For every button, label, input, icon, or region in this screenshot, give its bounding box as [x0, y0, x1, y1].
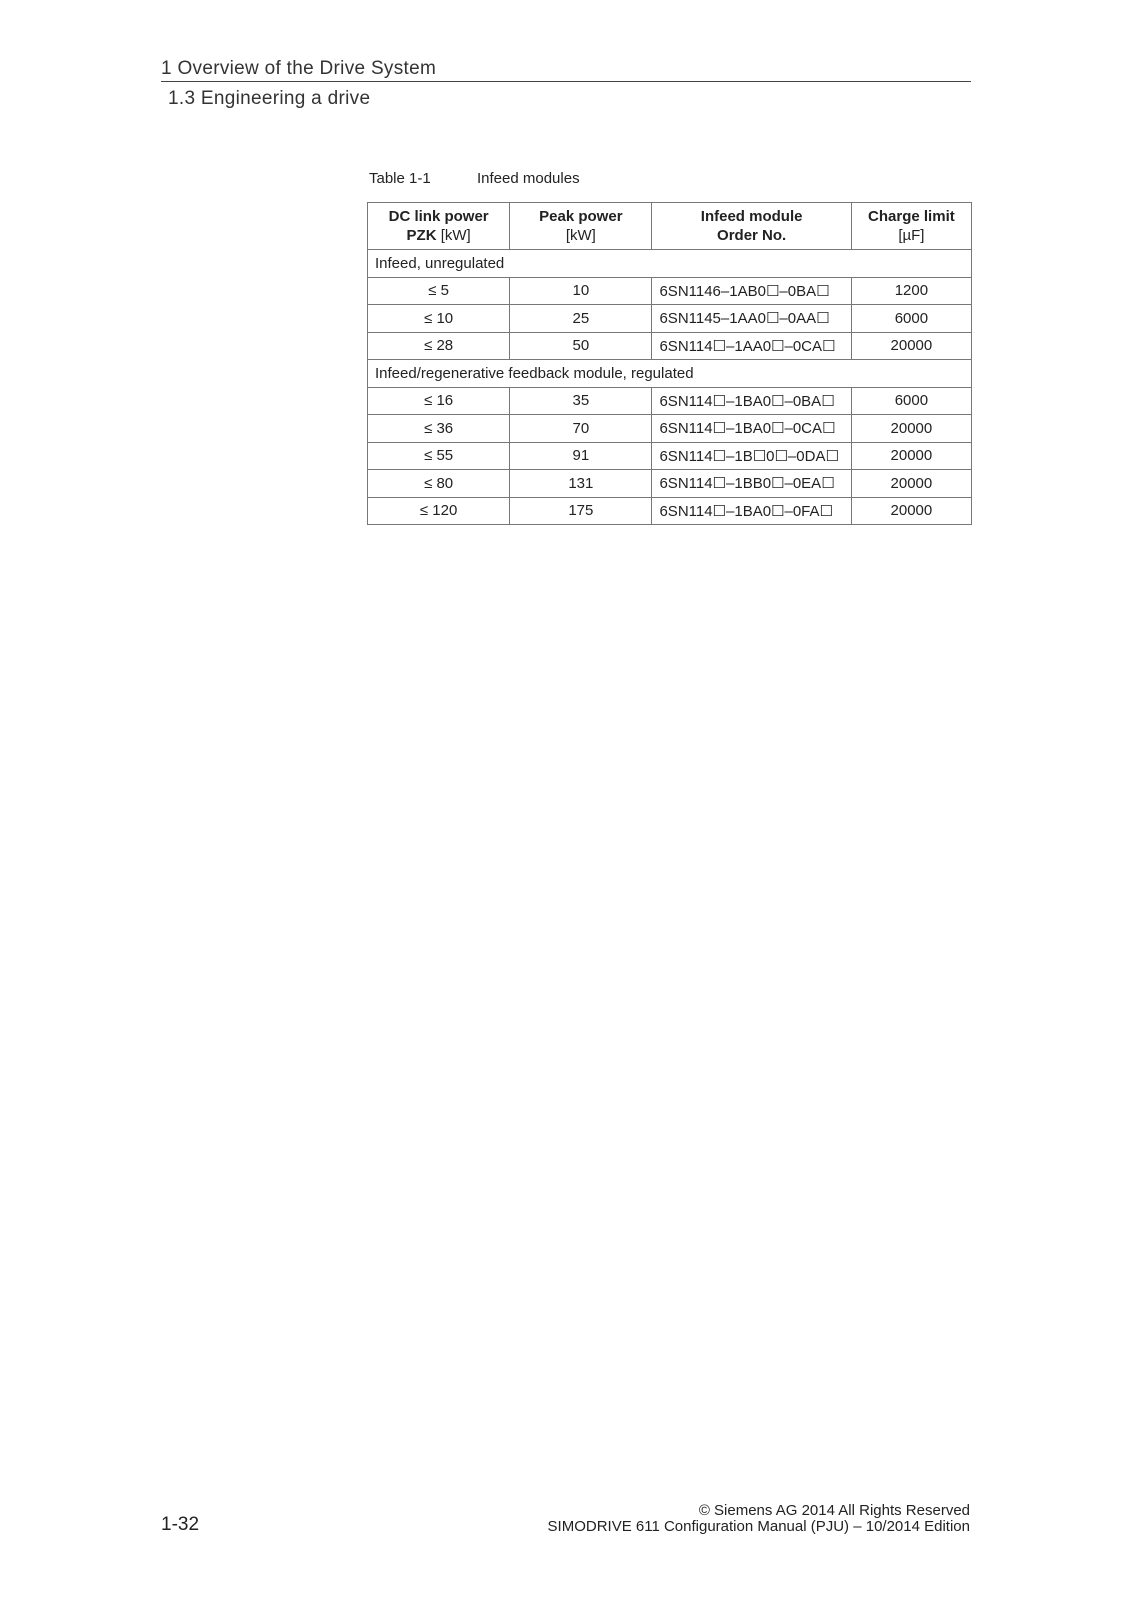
header-peak-power: [510, 203, 652, 250]
cell-dc-power: ≤ 16: [368, 387, 510, 415]
header-module-order: Order No.: [717, 227, 787, 244]
header-peak-line1: Peak power: [539, 208, 623, 225]
header-charge-line1: Charge limit: [868, 208, 955, 225]
cell-peak-power: 175: [510, 497, 652, 525]
table-row: [368, 387, 972, 415]
cell-charge-limit: 20000: [851, 442, 971, 470]
header-infeed-module: [652, 203, 851, 250]
group-label: Infeed/regenerative feedback module, regulated: [368, 360, 972, 388]
cell-charge-limit: 6000: [851, 387, 971, 415]
table-caption: [369, 170, 580, 187]
table-caption-label: Table 1-1: [369, 170, 431, 187]
cell-charge-limit: 20000: [851, 332, 971, 360]
table-row: [368, 497, 972, 525]
cell-peak-power: 70: [510, 415, 652, 443]
table-row: [368, 305, 972, 333]
cell-order-no: 6SN114☐–1BA0☐–0FA☐: [652, 497, 851, 525]
cell-dc-power: ≤ 5: [368, 277, 510, 305]
table-caption-title: Infeed modules: [477, 170, 580, 187]
cell-order-no: 6SN114☐–1B☐0☐–0DA☐: [652, 442, 851, 470]
cell-dc-power: ≤ 36: [368, 415, 510, 443]
cell-charge-limit: 6000: [851, 305, 971, 333]
header-peak-unit: [kW]: [565, 227, 596, 244]
page-number: 1-32: [161, 1514, 200, 1535]
cell-order-no: 6SN114☐–1BB0☐–0EA☐: [652, 470, 851, 498]
cell-peak-power: 10: [510, 277, 652, 305]
table-header-row: [368, 203, 972, 250]
cell-order-no: 6SN1145–1AA0☐–0AA☐: [652, 305, 851, 333]
group-label: Infeed, unregulated: [368, 250, 972, 278]
manual-title: SIMODRIVE 611 Configuration Manual (PJU) – 10/2014 Edition: [547, 1518, 970, 1535]
cell-peak-power: 25: [510, 305, 652, 333]
infeed-modules-table: [367, 202, 972, 525]
cell-order-no: 6SN114☐–1BA0☐–0BA☐: [652, 387, 851, 415]
header-dc-line1: DC link power: [388, 208, 489, 225]
table-row: [368, 470, 972, 498]
table-row: [368, 415, 972, 443]
cell-dc-power: ≤ 10: [368, 305, 510, 333]
cell-dc-power: ≤ 28: [368, 332, 510, 360]
table-row: [368, 442, 972, 470]
header-dc-unit: [kW]: [436, 227, 471, 244]
cell-order-no: 6SN1146–1AB0☐–0BA☐: [652, 277, 851, 305]
header-dc-link-power: [368, 203, 510, 250]
cell-charge-limit: 20000: [851, 497, 971, 525]
header-charge-unit: [µF]: [898, 227, 925, 244]
header-module-line1: Infeed module: [700, 208, 803, 225]
table-row: [368, 277, 972, 305]
cell-charge-limit: 20000: [851, 415, 971, 443]
cell-dc-power: ≤ 120: [368, 497, 510, 525]
cell-peak-power: 131: [510, 470, 652, 498]
header-dc-symbol: PZK: [406, 227, 437, 244]
header-charge-limit: [851, 203, 971, 250]
copyright-notice: © Siemens AG 2014 All Rights Reserved: [698, 1502, 970, 1519]
table-row: [368, 332, 972, 360]
cell-peak-power: 91: [510, 442, 652, 470]
cell-order-no: 6SN114☐–1BA0☐–0CA☐: [652, 415, 851, 443]
cell-dc-power: ≤ 80: [368, 470, 510, 498]
cell-dc-power: ≤ 55: [368, 442, 510, 470]
chapter-header: 1 Overview of the Drive System: [161, 58, 971, 82]
cell-peak-power: 35: [510, 387, 652, 415]
cell-charge-limit: 20000: [851, 470, 971, 498]
cell-order-no: 6SN114☐–1AA0☐–0CA☐: [652, 332, 851, 360]
section-header: 1.3 Engineering a drive: [168, 88, 371, 109]
cell-charge-limit: 1200: [851, 277, 971, 305]
group-row: [368, 250, 972, 278]
cell-peak-power: 50: [510, 332, 652, 360]
group-row: [368, 360, 972, 388]
